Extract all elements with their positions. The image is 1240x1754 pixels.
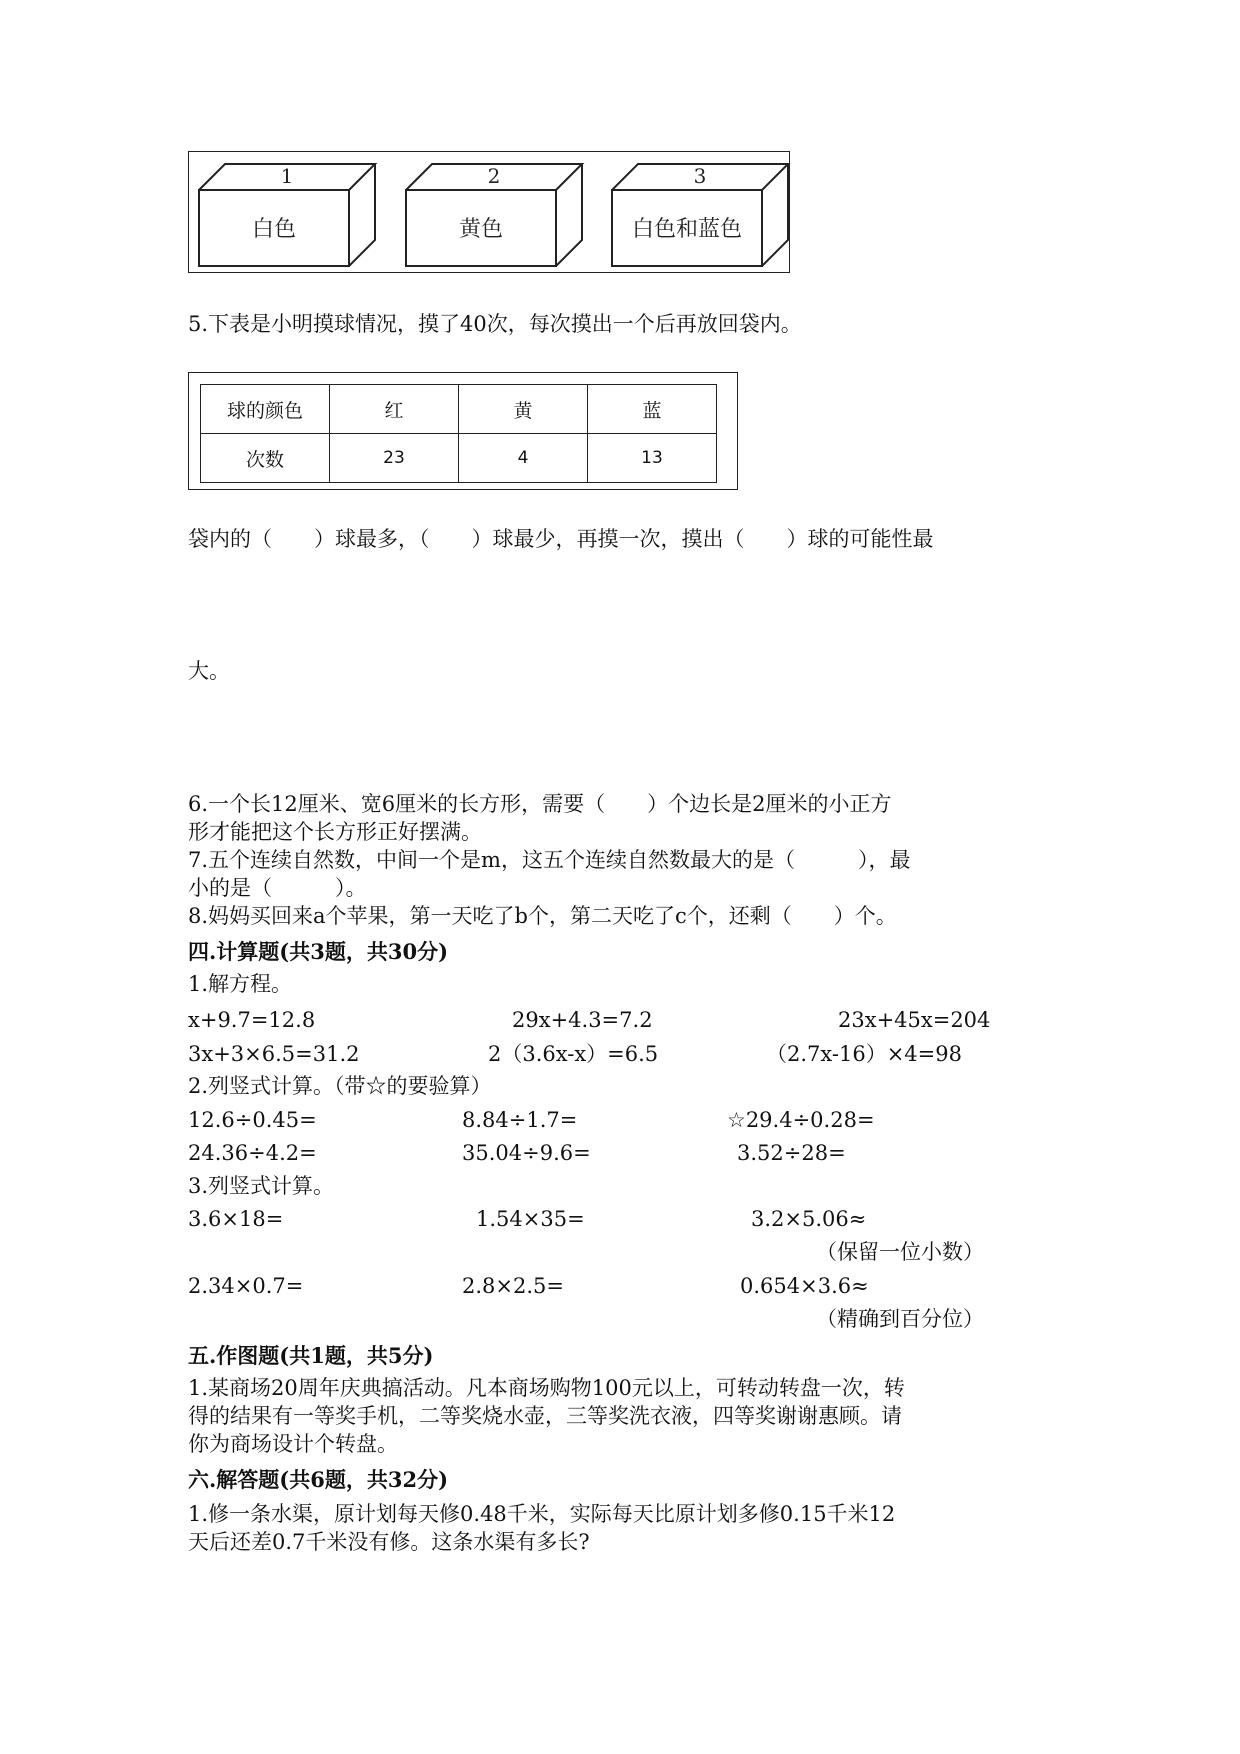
table-cell: 13 (588, 434, 717, 483)
box-2-number: 2 (487, 164, 501, 188)
s4-p3-title: 3.列竖式计算。 (188, 1174, 335, 1198)
table-row (201, 385, 717, 434)
equation: 2（3.6x-x）=6.5 (488, 1042, 659, 1066)
s4-p1-title: 1.解方程。 (188, 972, 293, 996)
multiplication-problem: 3.2×5.06≈ (751, 1207, 867, 1231)
division-problem: 12.6÷0.45= (188, 1108, 317, 1132)
table-header-cell: 红 (330, 385, 459, 434)
rounding-note: （保留一位小数） (816, 1240, 984, 1264)
box-1-label: 白色 (251, 217, 297, 242)
s5-line-1: 1.某商场20周年庆典搞活动。凡本商场购物100元以上，可转动转盘一次，转 (188, 1376, 905, 1400)
division-problem: 3.52÷28= (737, 1141, 846, 1165)
table-row (201, 434, 717, 483)
section-4-title: 四.计算题(共3题，共30分) (188, 939, 449, 964)
equation: x+9.7=12.8 (188, 1008, 316, 1032)
q7-line-2: 小的是（ ）。 (188, 876, 367, 900)
s6-line-1: 1.修一条水渠，原计划每天修0.48千米，实际每天比原计划多修0.15千米12 (188, 1502, 896, 1526)
box-2-label: 黄色 (458, 217, 504, 242)
color-boxes-figure (188, 151, 790, 273)
s5-line-2: 得的结果有一等奖手机，二等奖烧水壶，三等奖洗衣液，四等奖谢谢惠顾。请 (188, 1404, 902, 1428)
equation: 29x+4.3=7.2 (512, 1008, 653, 1032)
q8-line-1: 8.妈妈买回来a个苹果，第一天吃了b个，第二天吃了c个，还剩（ ）个。 (188, 904, 897, 928)
q6-line-2: 形才能把这个长方形正好摆满。 (188, 820, 482, 844)
division-problem: 35.04÷9.6= (462, 1141, 591, 1165)
box-3-number: 3 (693, 164, 707, 188)
rounding-note: （精确到百分位） (816, 1307, 984, 1331)
equation: 3x+3×6.5=31.2 (188, 1042, 360, 1066)
boxes-drawing (189, 152, 791, 274)
q5-prompt: 5.下表是小明摸球情况，摸了40次，每次摸出一个后再放回袋内。 (188, 312, 802, 336)
ball-table-frame (188, 372, 738, 490)
q7-line-1: 7.五个连续自然数，中间一个是m，这五个连续自然数最大的是（ ），最 (188, 848, 911, 872)
table-cell: 23 (330, 434, 459, 483)
q5-fill-line-1: 袋内的（ ）球最多，（ ）球最少，再摸一次，摸出（ ）球的可能性最 (188, 527, 934, 551)
ball-table (200, 384, 717, 483)
table-header-cell: 黄 (459, 385, 588, 434)
multiplication-problem: 1.54×35= (476, 1207, 585, 1231)
multiplication-problem: 0.654×3.6≈ (740, 1274, 869, 1298)
division-problem: 8.84÷1.7= (462, 1108, 578, 1132)
section-5-title: 五.作图题(共1题，共5分) (188, 1343, 434, 1368)
table-header-cell: 球的颜色 (201, 385, 330, 434)
division-problem: 24.36÷4.2= (188, 1141, 317, 1165)
equation: （2.7x-16）×4=98 (766, 1042, 962, 1066)
multiplication-problem: 3.6×18= (188, 1207, 284, 1231)
table-header-cell: 蓝 (588, 385, 717, 434)
box-3-label: 白色和蓝色 (631, 217, 743, 242)
table-cell: 4 (459, 434, 588, 483)
multiplication-problem: 2.34×0.7= (188, 1274, 304, 1298)
box-1-number: 1 (280, 164, 294, 188)
section-6-title: 六.解答题(共6题，共32分) (188, 1467, 449, 1492)
q6-line-1: 6.一个长12厘米、宽6厘米的长方形，需要（ ）个边长是2厘米的小正方 (188, 792, 892, 816)
s4-p2-title: 2.列竖式计算。（带☆的要验算） (188, 1074, 492, 1098)
multiplication-problem: 2.8×2.5= (462, 1274, 564, 1298)
division-problem: ☆29.4÷0.28= (727, 1108, 875, 1132)
s5-line-3: 你为商场设计个转盘。 (188, 1432, 398, 1456)
equation: 23x+45x=204 (838, 1008, 991, 1032)
q5-fill-line-2: 大。 (188, 659, 230, 683)
table-cell: 次数 (201, 434, 330, 483)
s6-line-2: 天后还差0.7千米没有修。这条水渠有多长? (188, 1530, 590, 1554)
